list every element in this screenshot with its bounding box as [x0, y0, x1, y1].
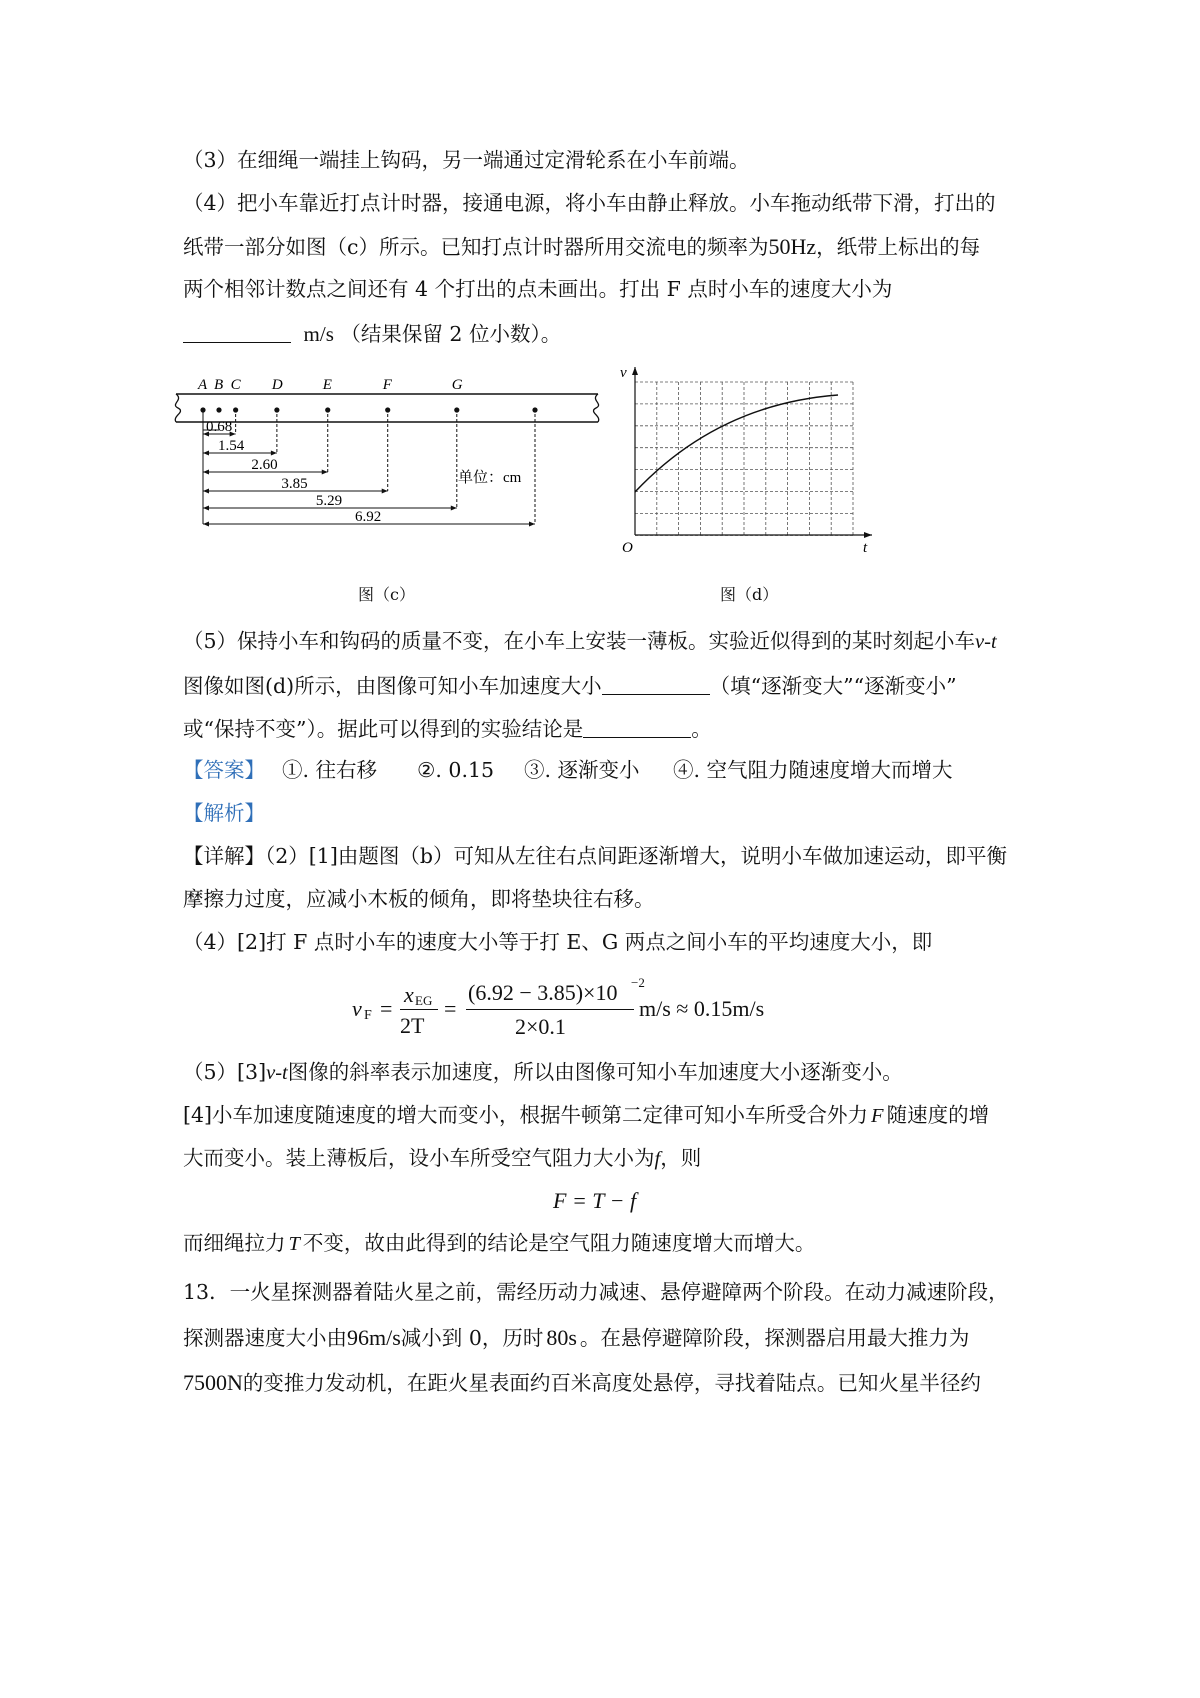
tape-arrowhead	[203, 506, 209, 511]
step5-line-2: 图像如图(d)所示，由图像可知小车加速度大小 （填“逐渐变大”“逐渐变小”	[183, 674, 957, 698]
step4-line-2-tail: ，纸带上标出的每	[816, 235, 981, 259]
unit-label: 单位：cm	[458, 470, 522, 486]
figure-c-tape	[170, 372, 610, 572]
tape-point-label-B: B	[214, 377, 224, 393]
detail-line-4: （5）[3]v-t图像的斜率表示加速度，所以由图像可知小车加速度大小逐渐变小。	[183, 1060, 903, 1084]
answer-item-4: ④. 空气阻力随速度增大而增大	[673, 758, 953, 782]
tape-distance-label-undefined: 6.92	[355, 509, 382, 525]
answer-item-3: ③. 逐渐变小	[524, 758, 640, 782]
formula-lhs-v: v	[352, 996, 362, 1021]
v-axis-arrow	[632, 367, 638, 375]
tape-point-A	[200, 407, 205, 412]
question-13-line-2: 探测器速度大小由96m/s减小到 0，历时 80s 。在悬停避障阶段，探测器启用最大推力为	[183, 1325, 970, 1350]
t-axis-arrow	[864, 532, 872, 538]
formula-num-2-exp: −2	[631, 975, 645, 990]
detail-line-2: 摩擦力过度，应减小木板的倾角，即将垫块往右移。	[183, 887, 655, 911]
tape-arrowhead	[271, 451, 277, 456]
formula-fraction-bar-2	[466, 1009, 634, 1010]
step5-line-1: （5）保持小车和钩码的质量不变，在小车上安装一薄板。实验近似得到的某时刻起小车v-t	[183, 629, 997, 653]
answer-blank-2	[602, 674, 710, 695]
detail-line-5: [4]小车加速度随速度的增大而变小，根据牛顿第二定律可知小车所受合外力 F 随速度的增	[183, 1103, 990, 1127]
detail-line-3: （4）[2]打 F 点时小车的速度大小等于打 E、G 两点之间小车的平均速度大小，即	[183, 930, 933, 954]
analysis-label: 【解析】	[183, 801, 265, 825]
answer-blank-1	[183, 322, 291, 343]
detail-line-7: 而细绳拉力 T 不变，故由此得到的结论是空气阻力随速度增大而增大。	[183, 1231, 816, 1255]
tape-distance-label-F: 3.85	[281, 476, 308, 492]
formula-num-1-sub: EG	[415, 993, 433, 1008]
figure-d-caption: 图（d）	[720, 585, 779, 604]
tape-distance-label-E: 2.60	[251, 457, 278, 473]
formula-num-2: (6.92 − 3.85)×10	[468, 980, 618, 1005]
v-axis-label: v	[620, 365, 627, 381]
step3-line: （3）在细绳一端挂上钩码，另一端通过定滑轮系在小车前端。	[183, 148, 750, 172]
tape-distance-label-G: 5.29	[315, 493, 343, 509]
tape-point-label-D: D	[271, 377, 283, 393]
answer-item-1: ①. 往右移	[282, 758, 378, 782]
tape-point-label-E: E	[322, 377, 332, 393]
frequency-value: 50Hz	[768, 234, 817, 259]
step4-line-2	[183, 236, 980, 258]
question-13-line-1: 13．一火星探测器着陆火星之前，需经历动力减速、悬停避障两个阶段。在动力减速阶段，	[183, 1280, 1009, 1304]
tape-point-undefined	[532, 407, 537, 412]
tape-arrowhead	[382, 489, 388, 494]
tape-distance-label-D: 1.54	[218, 438, 245, 454]
unit-ms: m/s	[303, 322, 334, 346]
t-axis-label: t	[863, 540, 868, 556]
figure-d-vt-graph	[620, 362, 880, 557]
tape-point-label-A: A	[198, 377, 208, 393]
tape-arrowhead	[203, 451, 209, 456]
question-13-line-3: 7500N的变推力发动机，在距火星表面约百米高度处悬停，寻找着陆点。已知火星半径约	[183, 1370, 981, 1395]
tape-point-C	[233, 407, 238, 412]
vt-curve	[635, 395, 838, 492]
answer-blank-3	[583, 717, 691, 738]
answer-item-2: ②. 0.15	[417, 758, 495, 782]
tape-points	[200, 407, 537, 412]
tape-point-F	[385, 407, 390, 412]
formula-den-1: 2T	[400, 1013, 425, 1038]
step4-line-1: （4）把小车靠近打点计时器，接通电源，将小车由静止释放。小车拖动纸带下滑，打出的	[183, 191, 996, 215]
tape-arrowhead	[529, 522, 535, 527]
graph-grid	[635, 382, 853, 535]
tape-point-D	[274, 407, 279, 412]
formula-eq-1: =	[380, 996, 393, 1021]
tape-arrowhead	[322, 470, 328, 475]
tape-point-G	[454, 407, 459, 412]
tape-point-labels	[197, 377, 463, 393]
tape-point-label-F: F	[382, 377, 392, 393]
step4-line-4	[183, 322, 561, 345]
step4-line-3: 两个相邻计数点之间还有 4 个打出的点未画出。打出 F 点时小车的速度大小为	[183, 277, 893, 301]
formula-tail: m/s ≈ 0.15m/s	[639, 996, 765, 1021]
detail-line-1: 【详解】（2）[1]由题图（b）可知从左往右点间距逐渐增大，说明小车做加速运动，即平衡	[183, 844, 1007, 868]
formula-lhs-sub: F	[364, 1008, 372, 1023]
vt-label: v-t	[975, 631, 997, 653]
force-formula: F = T − f	[553, 1188, 637, 1213]
answer-label: 【答案】	[183, 758, 265, 782]
tape-distance-label-C: 0.68	[206, 419, 233, 435]
tape-arrowhead	[203, 522, 209, 527]
tape-point-B	[216, 407, 221, 412]
detail-line-6: 大而变小。装上薄板后，设小车所受空气阻力大小为f，则	[183, 1146, 702, 1170]
tape-arrowhead	[203, 489, 209, 494]
formula-den-2: 2×0.1	[515, 1014, 566, 1039]
step4-line-2-text: 纸带一部分如图（c）所示。已知打点计时器所用交流电的频率为	[183, 235, 769, 259]
formula-fraction-bar-1	[400, 1009, 438, 1010]
tape-point-E	[325, 407, 330, 412]
origin-label: O	[622, 540, 633, 556]
formula-eq-2: =	[444, 996, 457, 1021]
tape-point-label-G: G	[451, 377, 463, 393]
step5-line-3: 或“保持不变”）。据此可以得到的实验结论是 。	[183, 717, 712, 741]
formula-num-1: x	[404, 982, 414, 1007]
tape-point-label-C: C	[230, 377, 241, 393]
figure-c-caption: 图（c）	[358, 585, 415, 604]
tape-arrowhead	[203, 470, 209, 475]
tape-arrowhead	[451, 506, 457, 511]
step4-line-4-tail: （结果保留 2 位小数）。	[340, 322, 562, 346]
